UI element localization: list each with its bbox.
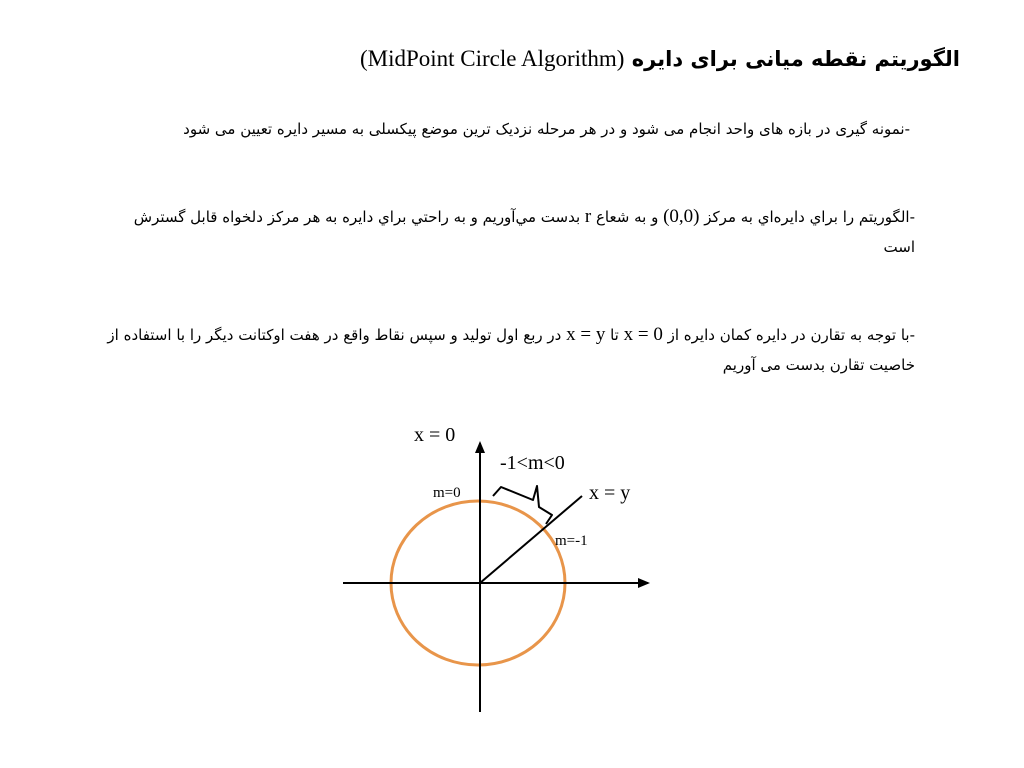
paragraph-center-radius-text-c: بدست مي‌آوريم و به راحتي براي دايره به هر مركز دلخواه قابل گسترش است xyxy=(133,208,915,256)
title-persian: الگوریتم نقطه میانی برای دایره xyxy=(631,47,960,71)
symmetry-to: x = y xyxy=(566,324,606,345)
label-slope-range: -1<m<0 xyxy=(500,452,565,474)
center-value: (0,0) xyxy=(663,206,700,227)
paragraph-center-radius-text-a: -الگوريتم را براي دايره‌اي به مركز xyxy=(699,208,915,226)
label-x-equals-y: x = y xyxy=(589,482,631,504)
label-x-equals-0: x = 0 xyxy=(414,424,456,446)
radius-symbol: r xyxy=(584,206,592,227)
label-m-neg1: m=-1 xyxy=(555,533,588,549)
paragraph-symmetry-text-b: تا xyxy=(605,326,624,344)
label-m-0: m=0 xyxy=(433,485,461,501)
symmetry-from: x = 0 xyxy=(623,324,663,345)
title-english: (MidPoint Circle Algorithm) xyxy=(359,46,625,71)
paragraph-symmetry-text-c: در ربع اول تولید و سپس نقاط واقع در هفت اوکتانت دیگر را با استفاده از خاصیت تقارن بدست می آوریم xyxy=(107,326,915,374)
paragraph-symmetry-text-a: -با توجه به تقارن در دایره کمان دایره از xyxy=(662,326,915,344)
paragraph-sampling-text: -نمونه گیری در بازه های واحد انجام می شود و در هر مرحله نزدیک ترین موضع پیکسلی به مسیر دایره تعیین می شود xyxy=(183,120,910,138)
paragraph-center-radius-text-b: و به شعاع xyxy=(591,208,664,226)
